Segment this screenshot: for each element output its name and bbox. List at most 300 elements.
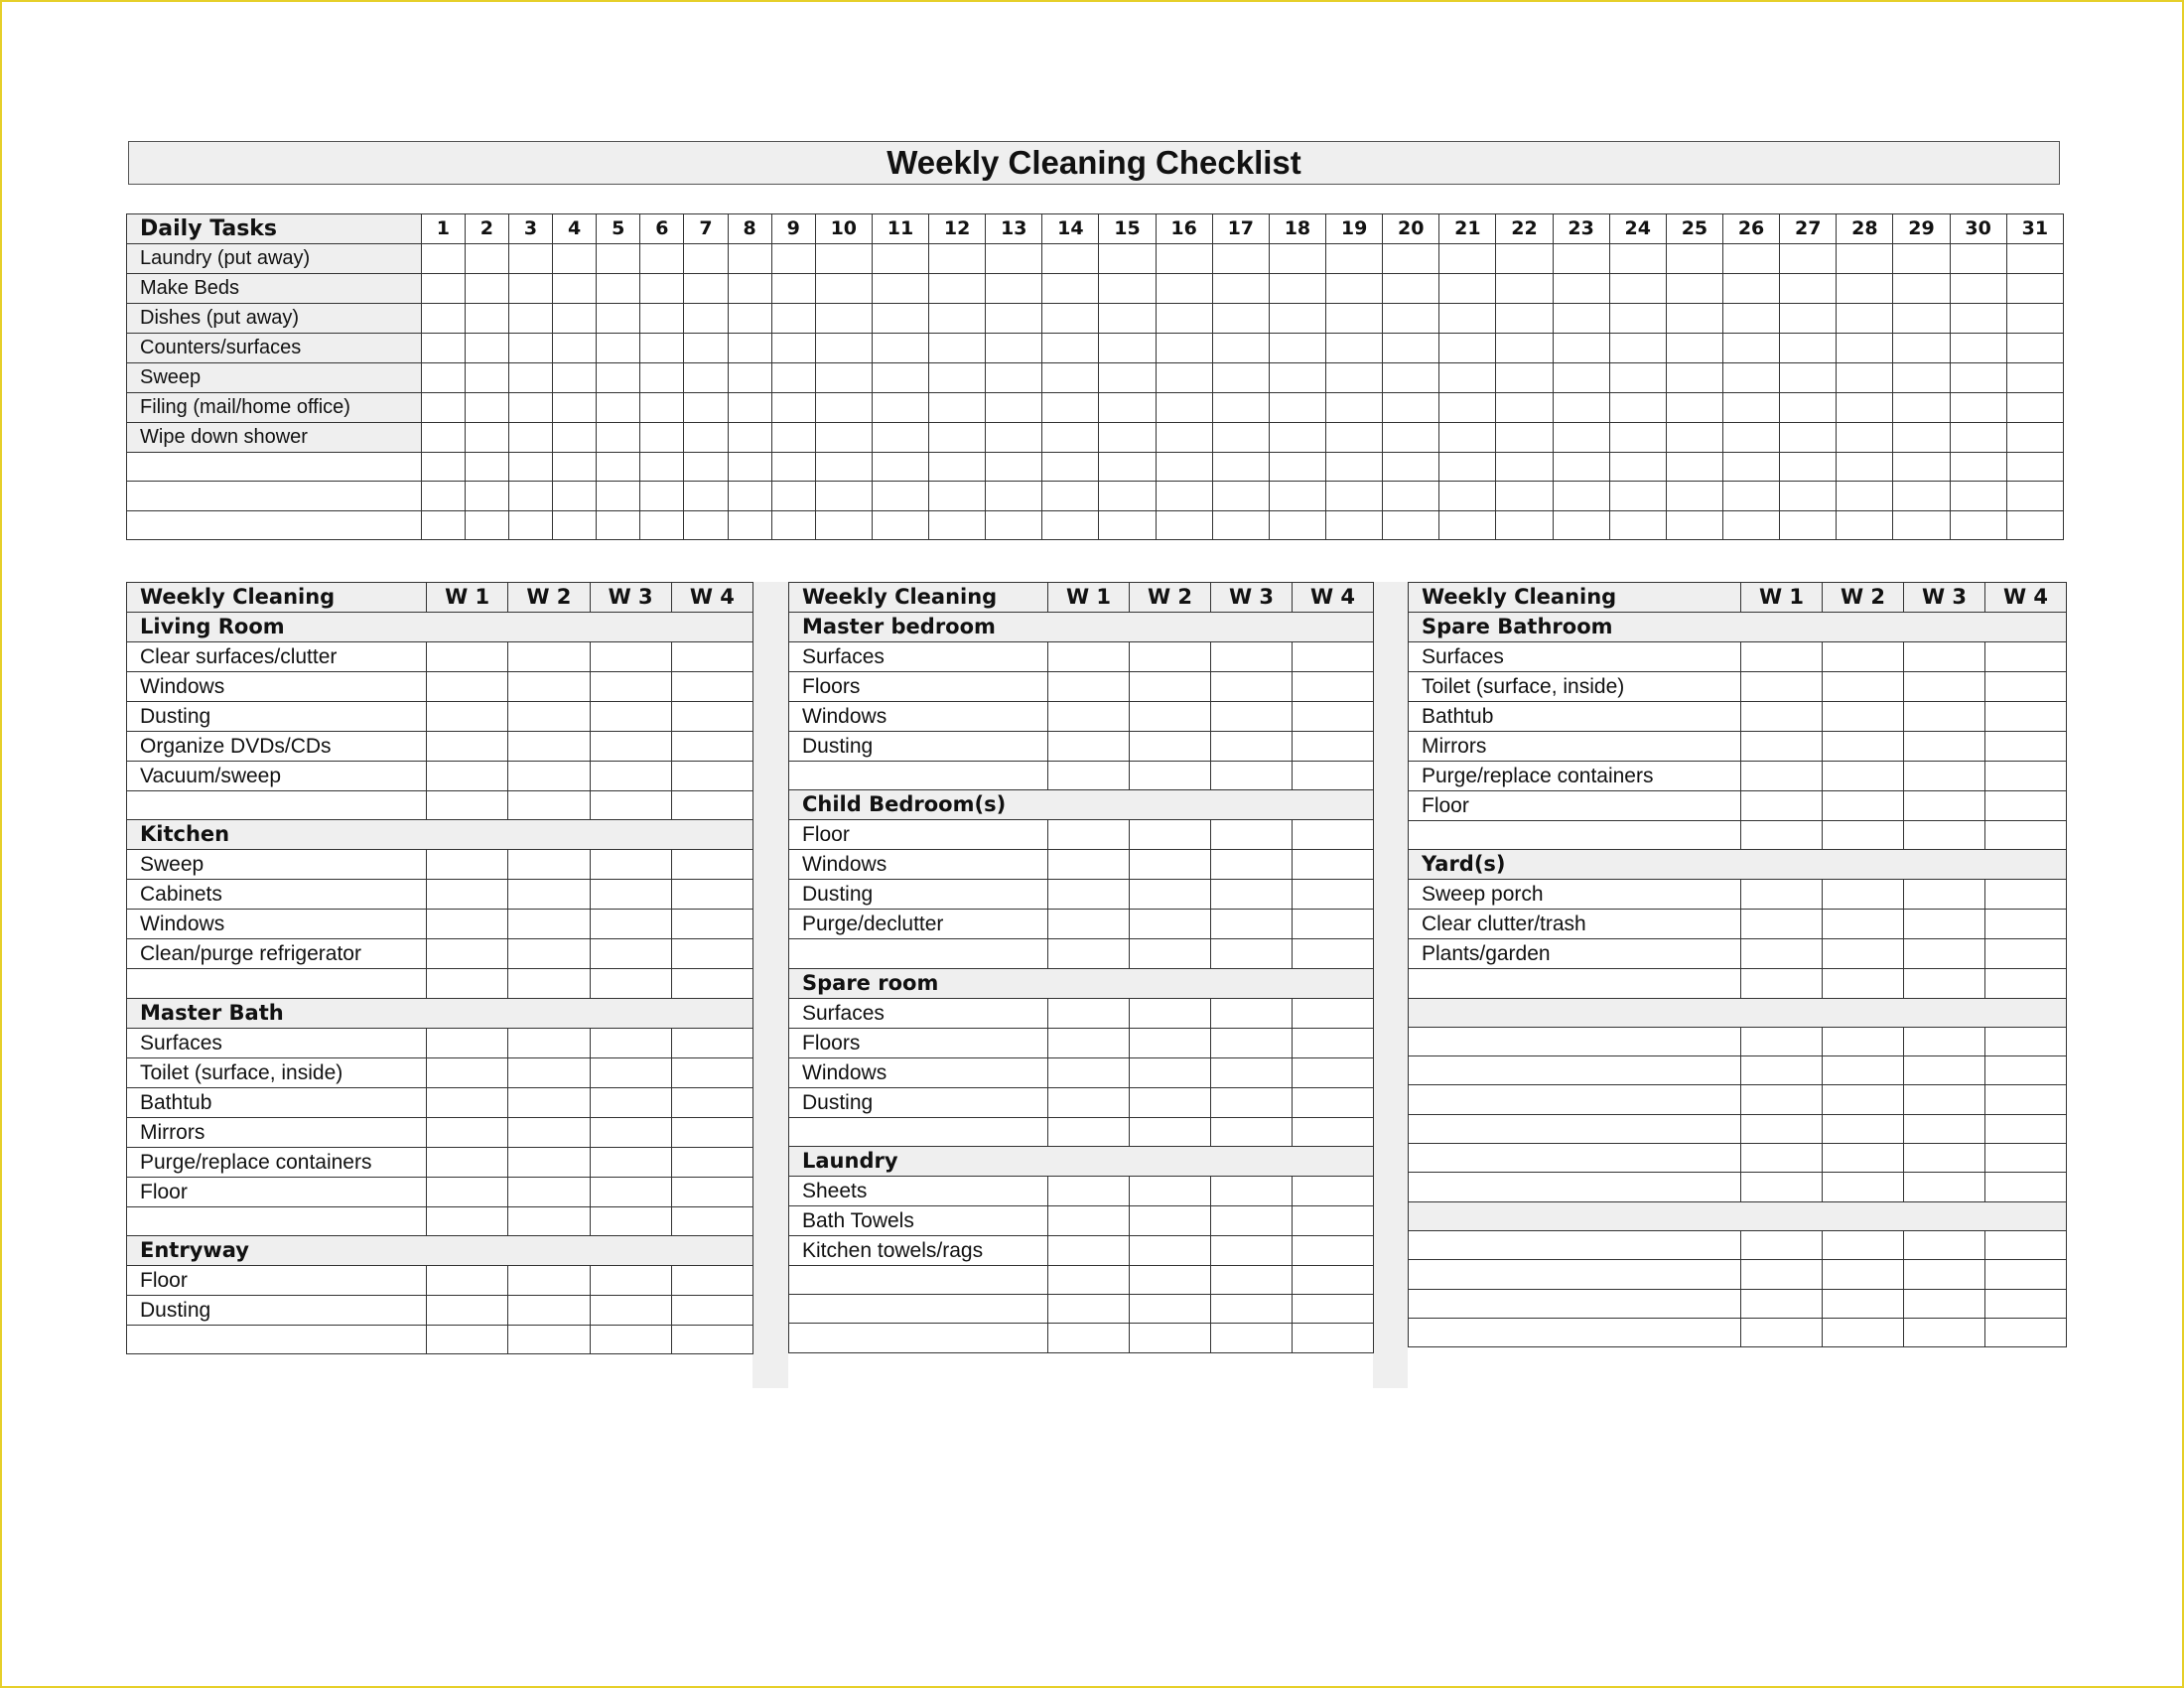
week-checkbox[interactable] xyxy=(1211,880,1293,910)
week-checkbox[interactable] xyxy=(1211,1176,1293,1205)
week-checkbox[interactable] xyxy=(508,791,590,820)
day-checkbox[interactable] xyxy=(508,363,552,393)
week-checkbox[interactable] xyxy=(1741,1085,1823,1114)
week-checkbox[interactable] xyxy=(1985,1056,2067,1085)
day-checkbox[interactable] xyxy=(771,304,815,334)
week-checkbox[interactable] xyxy=(1904,1027,1985,1055)
day-checkbox[interactable] xyxy=(597,482,640,510)
day-checkbox[interactable] xyxy=(1722,274,1779,304)
day-checkbox[interactable] xyxy=(1893,334,1950,363)
week-checkbox[interactable] xyxy=(590,939,671,969)
day-checkbox[interactable] xyxy=(1553,510,1609,539)
day-checkbox[interactable] xyxy=(728,453,771,482)
day-checkbox[interactable] xyxy=(597,363,640,393)
day-checkbox[interactable] xyxy=(1269,453,1325,482)
week-checkbox[interactable] xyxy=(1293,1324,1374,1352)
week-checkbox[interactable] xyxy=(1985,1289,2067,1318)
week-checkbox[interactable] xyxy=(1904,1056,1985,1085)
week-checkbox[interactable] xyxy=(1904,1289,1985,1318)
week-checkbox[interactable] xyxy=(1904,732,1985,762)
week-checkbox[interactable] xyxy=(1293,732,1374,762)
week-checkbox[interactable] xyxy=(1211,939,1293,968)
day-checkbox[interactable] xyxy=(640,304,684,334)
day-checkbox[interactable] xyxy=(1099,274,1156,304)
day-checkbox[interactable] xyxy=(1950,363,2006,393)
day-checkbox[interactable] xyxy=(465,393,508,423)
day-checkbox[interactable] xyxy=(1780,393,1837,423)
week-checkbox[interactable] xyxy=(427,702,508,732)
day-checkbox[interactable] xyxy=(1837,334,1893,363)
day-checkbox[interactable] xyxy=(1837,363,1893,393)
day-checkbox[interactable] xyxy=(1950,244,2006,274)
day-checkbox[interactable] xyxy=(1156,334,1212,363)
week-checkbox[interactable] xyxy=(590,1057,671,1087)
day-checkbox[interactable] xyxy=(1439,304,1496,334)
day-checkbox[interactable] xyxy=(1666,334,1722,363)
week-checkbox[interactable] xyxy=(590,1206,671,1235)
week-checkbox[interactable] xyxy=(590,1117,671,1147)
day-checkbox[interactable] xyxy=(684,304,728,334)
week-checkbox[interactable] xyxy=(1741,1289,1823,1318)
week-checkbox[interactable] xyxy=(1741,1056,1823,1085)
week-checkbox[interactable] xyxy=(1048,1295,1130,1324)
day-checkbox[interactable] xyxy=(1156,274,1212,304)
week-checkbox[interactable] xyxy=(1293,850,1374,880)
week-checkbox[interactable] xyxy=(508,732,590,762)
week-checkbox[interactable] xyxy=(1985,672,2067,702)
day-checkbox[interactable] xyxy=(508,482,552,510)
day-checkbox[interactable] xyxy=(508,453,552,482)
day-checkbox[interactable] xyxy=(1722,304,1779,334)
week-checkbox[interactable] xyxy=(1048,910,1130,939)
week-checkbox[interactable] xyxy=(1211,1324,1293,1352)
week-checkbox[interactable] xyxy=(1741,939,1823,969)
week-checkbox[interactable] xyxy=(1904,939,1985,969)
day-checkbox[interactable] xyxy=(1893,423,1950,453)
day-checkbox[interactable] xyxy=(1722,244,1779,274)
day-checkbox[interactable] xyxy=(1269,363,1325,393)
day-checkbox[interactable] xyxy=(1383,304,1439,334)
week-checkbox[interactable] xyxy=(671,642,752,672)
week-checkbox[interactable] xyxy=(1130,820,1211,850)
day-checkbox[interactable] xyxy=(1780,510,1837,539)
week-checkbox[interactable] xyxy=(671,1028,752,1057)
week-checkbox[interactable] xyxy=(1130,1265,1211,1294)
day-checkbox[interactable] xyxy=(640,482,684,510)
week-checkbox[interactable] xyxy=(1985,1173,2067,1201)
week-checkbox[interactable] xyxy=(590,1177,671,1206)
week-checkbox[interactable] xyxy=(1823,1230,1904,1259)
day-checkbox[interactable] xyxy=(1156,393,1212,423)
day-checkbox[interactable] xyxy=(1042,482,1099,510)
day-checkbox[interactable] xyxy=(1042,453,1099,482)
day-checkbox[interactable] xyxy=(1042,244,1099,274)
day-checkbox[interactable] xyxy=(771,453,815,482)
week-checkbox[interactable] xyxy=(1130,1324,1211,1352)
day-checkbox[interactable] xyxy=(1383,393,1439,423)
day-checkbox[interactable] xyxy=(1439,393,1496,423)
week-checkbox[interactable] xyxy=(1741,1173,1823,1201)
week-checkbox[interactable] xyxy=(427,1265,508,1295)
week-checkbox[interactable] xyxy=(1823,791,1904,821)
day-checkbox[interactable] xyxy=(1439,510,1496,539)
day-checkbox[interactable] xyxy=(1099,334,1156,363)
week-checkbox[interactable] xyxy=(671,880,752,910)
week-checkbox[interactable] xyxy=(1985,1114,2067,1143)
week-checkbox[interactable] xyxy=(1741,1260,1823,1289)
week-checkbox[interactable] xyxy=(1741,880,1823,910)
day-checkbox[interactable] xyxy=(1666,510,1722,539)
day-checkbox[interactable] xyxy=(553,334,597,363)
week-checkbox[interactable] xyxy=(1985,791,2067,821)
day-checkbox[interactable] xyxy=(1496,482,1553,510)
day-checkbox[interactable] xyxy=(771,274,815,304)
week-checkbox[interactable] xyxy=(427,1177,508,1206)
week-checkbox[interactable] xyxy=(1904,642,1985,672)
week-checkbox[interactable] xyxy=(1211,850,1293,880)
day-checkbox[interactable] xyxy=(1156,510,1212,539)
week-checkbox[interactable] xyxy=(1048,672,1130,702)
week-checkbox[interactable] xyxy=(1293,1235,1374,1265)
week-checkbox[interactable] xyxy=(1985,939,2067,969)
day-checkbox[interactable] xyxy=(1099,482,1156,510)
week-checkbox[interactable] xyxy=(1130,1235,1211,1265)
week-checkbox[interactable] xyxy=(1985,642,2067,672)
day-checkbox[interactable] xyxy=(1156,244,1212,274)
day-checkbox[interactable] xyxy=(929,244,986,274)
week-checkbox[interactable] xyxy=(1130,702,1211,732)
day-checkbox[interactable] xyxy=(684,453,728,482)
day-checkbox[interactable] xyxy=(1042,510,1099,539)
week-checkbox[interactable] xyxy=(1211,672,1293,702)
day-checkbox[interactable] xyxy=(1780,363,1837,393)
week-checkbox[interactable] xyxy=(1211,910,1293,939)
day-checkbox[interactable] xyxy=(1383,510,1439,539)
day-checkbox[interactable] xyxy=(1722,482,1779,510)
day-checkbox[interactable] xyxy=(872,244,928,274)
day-checkbox[interactable] xyxy=(1269,274,1325,304)
week-checkbox[interactable] xyxy=(1985,969,2067,998)
day-checkbox[interactable] xyxy=(1099,363,1156,393)
day-checkbox[interactable] xyxy=(1722,363,1779,393)
week-checkbox[interactable] xyxy=(508,1177,590,1206)
day-checkbox[interactable] xyxy=(1212,274,1269,304)
week-checkbox[interactable] xyxy=(1293,1028,1374,1057)
day-checkbox[interactable] xyxy=(508,244,552,274)
day-checkbox[interactable] xyxy=(1212,510,1269,539)
day-checkbox[interactable] xyxy=(1496,304,1553,334)
week-checkbox[interactable] xyxy=(508,642,590,672)
week-checkbox[interactable] xyxy=(1048,702,1130,732)
day-checkbox[interactable] xyxy=(1212,453,1269,482)
week-checkbox[interactable] xyxy=(1741,791,1823,821)
week-checkbox[interactable] xyxy=(1048,732,1130,762)
day-checkbox[interactable] xyxy=(1099,244,1156,274)
week-checkbox[interactable] xyxy=(1985,910,2067,939)
day-checkbox[interactable] xyxy=(728,423,771,453)
week-checkbox[interactable] xyxy=(590,672,671,702)
week-checkbox[interactable] xyxy=(1985,732,2067,762)
day-checkbox[interactable] xyxy=(929,304,986,334)
week-checkbox[interactable] xyxy=(1904,702,1985,732)
week-checkbox[interactable] xyxy=(671,969,752,998)
week-checkbox[interactable] xyxy=(671,939,752,969)
week-checkbox[interactable] xyxy=(590,910,671,939)
week-checkbox[interactable] xyxy=(671,791,752,820)
week-checkbox[interactable] xyxy=(508,762,590,791)
day-checkbox[interactable] xyxy=(1609,244,1666,274)
day-checkbox[interactable] xyxy=(1156,482,1212,510)
day-checkbox[interactable] xyxy=(684,274,728,304)
week-checkbox[interactable] xyxy=(427,732,508,762)
day-checkbox[interactable] xyxy=(986,244,1042,274)
day-checkbox[interactable] xyxy=(1837,453,1893,482)
day-checkbox[interactable] xyxy=(2006,482,2063,510)
day-checkbox[interactable] xyxy=(1553,304,1609,334)
day-checkbox[interactable] xyxy=(1269,423,1325,453)
day-checkbox[interactable] xyxy=(465,334,508,363)
week-checkbox[interactable] xyxy=(508,1028,590,1057)
day-checkbox[interactable] xyxy=(597,510,640,539)
day-checkbox[interactable] xyxy=(1553,334,1609,363)
week-checkbox[interactable] xyxy=(1293,1117,1374,1146)
day-checkbox[interactable] xyxy=(1722,393,1779,423)
week-checkbox[interactable] xyxy=(590,1295,671,1325)
day-checkbox[interactable] xyxy=(597,304,640,334)
day-checkbox[interactable] xyxy=(1496,334,1553,363)
week-checkbox[interactable] xyxy=(1823,672,1904,702)
day-checkbox[interactable] xyxy=(1326,482,1383,510)
day-checkbox[interactable] xyxy=(986,274,1042,304)
day-checkbox[interactable] xyxy=(986,363,1042,393)
week-checkbox[interactable] xyxy=(1130,1028,1211,1057)
day-checkbox[interactable] xyxy=(986,423,1042,453)
day-checkbox[interactable] xyxy=(1609,274,1666,304)
day-checkbox[interactable] xyxy=(1893,244,1950,274)
week-checkbox[interactable] xyxy=(1985,1144,2067,1173)
week-checkbox[interactable] xyxy=(1130,642,1211,672)
day-checkbox[interactable] xyxy=(1666,304,1722,334)
day-checkbox[interactable] xyxy=(1553,393,1609,423)
week-checkbox[interactable] xyxy=(1823,732,1904,762)
week-checkbox[interactable] xyxy=(1293,642,1374,672)
week-checkbox[interactable] xyxy=(1823,1056,1904,1085)
week-checkbox[interactable] xyxy=(671,1295,752,1325)
week-checkbox[interactable] xyxy=(590,1087,671,1117)
week-checkbox[interactable] xyxy=(508,672,590,702)
day-checkbox[interactable] xyxy=(1269,482,1325,510)
day-checkbox[interactable] xyxy=(1099,453,1156,482)
week-checkbox[interactable] xyxy=(1823,702,1904,732)
day-checkbox[interactable] xyxy=(1553,482,1609,510)
week-checkbox[interactable] xyxy=(1293,1087,1374,1117)
week-checkbox[interactable] xyxy=(1130,939,1211,968)
day-checkbox[interactable] xyxy=(1042,334,1099,363)
day-checkbox[interactable] xyxy=(1666,244,1722,274)
day-checkbox[interactable] xyxy=(553,453,597,482)
day-checkbox[interactable] xyxy=(1837,482,1893,510)
week-checkbox[interactable] xyxy=(1985,1318,2067,1346)
day-checkbox[interactable] xyxy=(771,510,815,539)
day-checkbox[interactable] xyxy=(728,244,771,274)
week-checkbox[interactable] xyxy=(671,850,752,880)
day-checkbox[interactable] xyxy=(1496,274,1553,304)
day-checkbox[interactable] xyxy=(1609,510,1666,539)
day-checkbox[interactable] xyxy=(640,453,684,482)
day-checkbox[interactable] xyxy=(929,393,986,423)
day-checkbox[interactable] xyxy=(986,334,1042,363)
day-checkbox[interactable] xyxy=(815,510,872,539)
week-checkbox[interactable] xyxy=(671,762,752,791)
day-checkbox[interactable] xyxy=(684,244,728,274)
week-checkbox[interactable] xyxy=(1741,672,1823,702)
day-checkbox[interactable] xyxy=(1893,393,1950,423)
day-checkbox[interactable] xyxy=(1722,423,1779,453)
week-checkbox[interactable] xyxy=(1293,998,1374,1028)
day-checkbox[interactable] xyxy=(1212,482,1269,510)
week-checkbox[interactable] xyxy=(1985,1230,2067,1259)
day-checkbox[interactable] xyxy=(872,423,928,453)
day-checkbox[interactable] xyxy=(465,244,508,274)
day-checkbox[interactable] xyxy=(929,274,986,304)
day-checkbox[interactable] xyxy=(553,482,597,510)
day-checkbox[interactable] xyxy=(728,363,771,393)
week-checkbox[interactable] xyxy=(1211,1117,1293,1146)
day-checkbox[interactable] xyxy=(1780,274,1837,304)
day-checkbox[interactable] xyxy=(1042,304,1099,334)
day-checkbox[interactable] xyxy=(553,423,597,453)
day-checkbox[interactable] xyxy=(640,393,684,423)
day-checkbox[interactable] xyxy=(929,363,986,393)
week-checkbox[interactable] xyxy=(671,910,752,939)
week-checkbox[interactable] xyxy=(1048,642,1130,672)
day-checkbox[interactable] xyxy=(872,304,928,334)
day-checkbox[interactable] xyxy=(986,393,1042,423)
day-checkbox[interactable] xyxy=(684,334,728,363)
week-checkbox[interactable] xyxy=(1823,1114,1904,1143)
day-checkbox[interactable] xyxy=(728,304,771,334)
day-checkbox[interactable] xyxy=(1496,423,1553,453)
week-checkbox[interactable] xyxy=(1211,1265,1293,1294)
day-checkbox[interactable] xyxy=(771,334,815,363)
week-checkbox[interactable] xyxy=(1130,1057,1211,1087)
week-checkbox[interactable] xyxy=(1211,762,1293,790)
week-checkbox[interactable] xyxy=(1130,672,1211,702)
week-checkbox[interactable] xyxy=(508,939,590,969)
day-checkbox[interactable] xyxy=(1439,334,1496,363)
week-checkbox[interactable] xyxy=(671,1057,752,1087)
week-checkbox[interactable] xyxy=(1211,1295,1293,1324)
day-checkbox[interactable] xyxy=(1609,453,1666,482)
day-checkbox[interactable] xyxy=(1326,244,1383,274)
week-checkbox[interactable] xyxy=(1741,762,1823,791)
day-checkbox[interactable] xyxy=(1553,244,1609,274)
week-checkbox[interactable] xyxy=(1904,762,1985,791)
day-checkbox[interactable] xyxy=(1780,482,1837,510)
day-checkbox[interactable] xyxy=(728,393,771,423)
week-checkbox[interactable] xyxy=(508,910,590,939)
day-checkbox[interactable] xyxy=(1156,423,1212,453)
week-checkbox[interactable] xyxy=(590,791,671,820)
week-checkbox[interactable] xyxy=(508,1117,590,1147)
week-checkbox[interactable] xyxy=(1985,880,2067,910)
week-checkbox[interactable] xyxy=(1823,1318,1904,1346)
day-checkbox[interactable] xyxy=(1383,334,1439,363)
week-checkbox[interactable] xyxy=(1048,1117,1130,1146)
day-checkbox[interactable] xyxy=(1950,423,2006,453)
day-checkbox[interactable] xyxy=(872,393,928,423)
week-checkbox[interactable] xyxy=(590,702,671,732)
day-checkbox[interactable] xyxy=(728,510,771,539)
week-checkbox[interactable] xyxy=(1211,1205,1293,1235)
day-checkbox[interactable] xyxy=(1383,423,1439,453)
week-checkbox[interactable] xyxy=(427,880,508,910)
week-checkbox[interactable] xyxy=(590,732,671,762)
week-checkbox[interactable] xyxy=(1048,1176,1130,1205)
day-checkbox[interactable] xyxy=(508,334,552,363)
day-checkbox[interactable] xyxy=(421,423,465,453)
week-checkbox[interactable] xyxy=(508,880,590,910)
week-checkbox[interactable] xyxy=(508,1087,590,1117)
day-checkbox[interactable] xyxy=(1553,363,1609,393)
day-checkbox[interactable] xyxy=(815,423,872,453)
day-checkbox[interactable] xyxy=(929,423,986,453)
day-checkbox[interactable] xyxy=(1439,363,1496,393)
day-checkbox[interactable] xyxy=(684,423,728,453)
week-checkbox[interactable] xyxy=(427,1087,508,1117)
day-checkbox[interactable] xyxy=(1666,363,1722,393)
week-checkbox[interactable] xyxy=(1130,732,1211,762)
day-checkbox[interactable] xyxy=(508,393,552,423)
week-checkbox[interactable] xyxy=(427,1206,508,1235)
week-checkbox[interactable] xyxy=(1048,1087,1130,1117)
day-checkbox[interactable] xyxy=(1212,363,1269,393)
week-checkbox[interactable] xyxy=(671,732,752,762)
week-checkbox[interactable] xyxy=(427,850,508,880)
week-checkbox[interactable] xyxy=(1904,1114,1985,1143)
week-checkbox[interactable] xyxy=(1130,998,1211,1028)
week-checkbox[interactable] xyxy=(1211,1235,1293,1265)
day-checkbox[interactable] xyxy=(1212,423,1269,453)
week-checkbox[interactable] xyxy=(590,762,671,791)
day-checkbox[interactable] xyxy=(465,423,508,453)
day-checkbox[interactable] xyxy=(421,393,465,423)
week-checkbox[interactable] xyxy=(427,939,508,969)
day-checkbox[interactable] xyxy=(872,363,928,393)
week-checkbox[interactable] xyxy=(508,1325,590,1353)
day-checkbox[interactable] xyxy=(929,510,986,539)
week-checkbox[interactable] xyxy=(427,1117,508,1147)
week-checkbox[interactable] xyxy=(427,762,508,791)
week-checkbox[interactable] xyxy=(1741,702,1823,732)
day-checkbox[interactable] xyxy=(1893,453,1950,482)
day-checkbox[interactable] xyxy=(1666,453,1722,482)
day-checkbox[interactable] xyxy=(1837,244,1893,274)
week-checkbox[interactable] xyxy=(1048,1028,1130,1057)
day-checkbox[interactable] xyxy=(1666,393,1722,423)
day-checkbox[interactable] xyxy=(1042,363,1099,393)
week-checkbox[interactable] xyxy=(1293,910,1374,939)
week-checkbox[interactable] xyxy=(508,1295,590,1325)
day-checkbox[interactable] xyxy=(2006,423,2063,453)
day-checkbox[interactable] xyxy=(684,482,728,510)
day-checkbox[interactable] xyxy=(1837,393,1893,423)
day-checkbox[interactable] xyxy=(597,423,640,453)
week-checkbox[interactable] xyxy=(1823,939,1904,969)
week-checkbox[interactable] xyxy=(1904,1318,1985,1346)
day-checkbox[interactable] xyxy=(1722,510,1779,539)
week-checkbox[interactable] xyxy=(1823,1144,1904,1173)
